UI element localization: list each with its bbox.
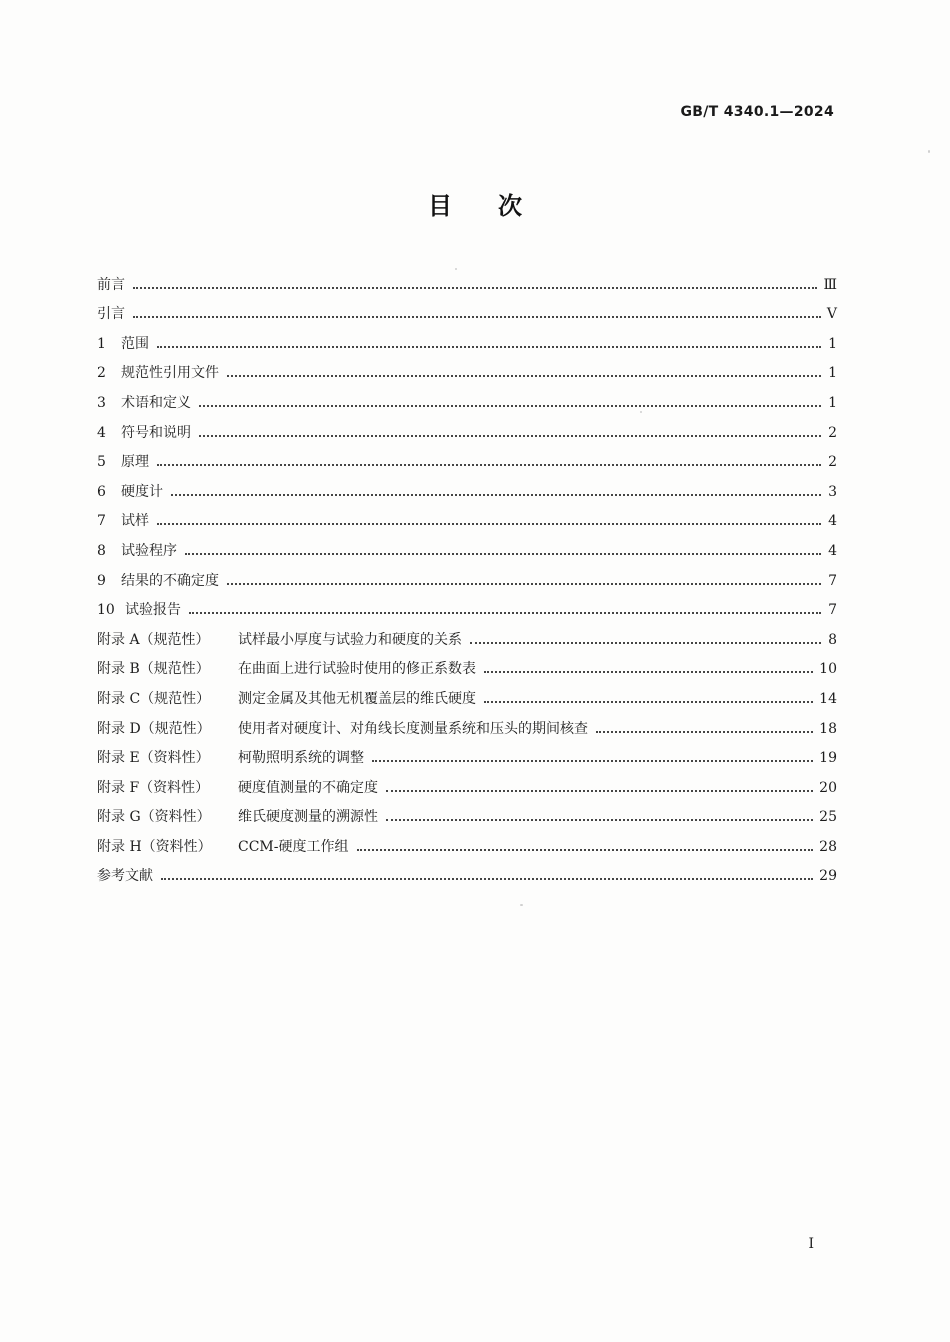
toc-entry[interactable] bbox=[97, 382, 837, 412]
toc-entry-number: 5 bbox=[97, 454, 106, 471]
toc-entry[interactable] bbox=[97, 501, 837, 531]
toc-entry-page: 28 bbox=[819, 838, 837, 855]
toc-entry-page: 2 bbox=[828, 454, 837, 471]
toc-entry-page: 20 bbox=[819, 779, 837, 796]
standard-code: GB/T 4340.1—2024 bbox=[680, 104, 834, 120]
toc-entry[interactable] bbox=[97, 530, 837, 560]
toc-entry-page: 19 bbox=[819, 750, 837, 767]
toc-entry-title: 测定金属及其他无机覆盖层的维氏硬度 bbox=[238, 690, 476, 707]
toc-entry-title: 规范性引用文件 bbox=[121, 365, 219, 382]
toc-entry-page: 7 bbox=[828, 602, 837, 619]
toc-entry-label bbox=[97, 305, 125, 323]
toc-entry[interactable] bbox=[97, 738, 837, 768]
toc-entry-label bbox=[97, 483, 163, 501]
toc-entry[interactable] bbox=[97, 767, 837, 797]
toc-entry-title: 硬度计 bbox=[121, 483, 163, 500]
toc-entry-title: 在曲面上进行试验时使用的修正系数表 bbox=[238, 661, 476, 678]
toc-entry-number: 1 bbox=[97, 335, 106, 352]
toc-entry-page: Ⅴ bbox=[826, 306, 837, 323]
toc-entry-label bbox=[97, 690, 476, 708]
toc-entry-number: 10 bbox=[97, 602, 115, 619]
toc-entry-annex-prefix: 附录 C（规范性） bbox=[97, 690, 211, 707]
toc-entry-label bbox=[97, 335, 149, 353]
toc-entry-title: 范围 bbox=[121, 335, 149, 352]
toc-entry-annex-prefix: 附录 F（资料性） bbox=[97, 779, 210, 796]
toc-entry-page: 4 bbox=[828, 513, 837, 530]
toc-entry-page: 1 bbox=[828, 335, 837, 352]
toc-entry-title: 前言 bbox=[97, 276, 125, 293]
toc-leader-dots bbox=[484, 671, 813, 673]
toc-entry-title: 试样最小厚度与试验力和硬度的关系 bbox=[238, 631, 462, 648]
toc-entry-label bbox=[97, 838, 349, 856]
toc-list bbox=[97, 264, 837, 885]
toc-entry[interactable] bbox=[97, 826, 837, 856]
toc-entry-annex-prefix: 附录 A（规范性） bbox=[97, 631, 210, 648]
toc-entry-title: 硬度值测量的不确定度 bbox=[238, 779, 378, 796]
toc-entry[interactable] bbox=[97, 590, 837, 620]
toc-title-left: 目 bbox=[428, 192, 452, 220]
toc-entry-number: 8 bbox=[97, 542, 106, 559]
toc-leader-dots bbox=[157, 464, 821, 466]
toc-entry-label bbox=[97, 631, 462, 649]
toc-entry[interactable] bbox=[97, 619, 837, 649]
toc-leader-dots bbox=[185, 553, 821, 555]
toc-entry-page: 10 bbox=[819, 661, 837, 678]
toc-entry[interactable] bbox=[97, 353, 837, 383]
toc-entry-page: 1 bbox=[828, 365, 837, 382]
toc-entry-label bbox=[97, 453, 149, 471]
toc-title bbox=[0, 186, 950, 221]
toc-entry-label bbox=[97, 867, 153, 885]
toc-entry-title: 使用者对硬度计、对角线长度测量系统和压头的期间核查 bbox=[238, 720, 588, 737]
toc-leader-dots bbox=[189, 612, 821, 614]
toc-entry-page: 2 bbox=[828, 424, 837, 441]
toc-entry-page: Ⅲ bbox=[823, 276, 837, 293]
scan-speck bbox=[640, 411, 642, 413]
toc-entry-title: 试验报告 bbox=[125, 602, 181, 619]
toc-entry-label bbox=[97, 572, 219, 590]
toc-leader-dots bbox=[227, 583, 821, 585]
toc-entry-number: 3 bbox=[97, 394, 106, 411]
toc-entry-page: 1 bbox=[828, 394, 837, 411]
toc-entry-annex-prefix: 附录 H（资料性） bbox=[97, 838, 212, 855]
toc-entry-label bbox=[97, 424, 191, 442]
toc-entry-page: 25 bbox=[819, 809, 837, 826]
toc-leader-dots bbox=[199, 405, 821, 407]
toc-entry-title: 维氏硬度测量的溯源性 bbox=[238, 809, 378, 826]
toc-leader-dots bbox=[157, 346, 821, 348]
toc-entry-label bbox=[97, 394, 191, 412]
scan-speck bbox=[455, 268, 457, 270]
toc-leader-dots bbox=[199, 435, 821, 437]
toc-entry-number: 4 bbox=[97, 424, 106, 441]
toc-entry-title: 试验程序 bbox=[121, 542, 177, 559]
toc-leader-dots bbox=[161, 878, 813, 880]
toc-entry-annex-prefix: 附录 B（规范性） bbox=[97, 661, 210, 678]
toc-entry-title: 原理 bbox=[121, 454, 149, 471]
toc-entry-number: 9 bbox=[97, 572, 106, 589]
toc-leader-dots bbox=[372, 760, 813, 762]
toc-entry-title: 术语和定义 bbox=[121, 394, 191, 411]
toc-entry[interactable] bbox=[97, 412, 837, 442]
toc-entry-title: 结果的不确定度 bbox=[121, 572, 219, 589]
toc-entry[interactable] bbox=[97, 264, 837, 294]
toc-leader-dots bbox=[484, 701, 813, 703]
toc-leader-dots bbox=[133, 316, 821, 318]
toc-entry[interactable] bbox=[97, 856, 837, 886]
toc-entry-label bbox=[97, 779, 378, 797]
toc-entry-number: 2 bbox=[97, 365, 106, 382]
toc-entry-label bbox=[97, 542, 177, 560]
toc-entry-title: 试样 bbox=[121, 513, 149, 530]
toc-entry-label bbox=[97, 749, 364, 767]
toc-leader-dots bbox=[227, 375, 821, 377]
toc-entry-label bbox=[97, 364, 219, 382]
toc-entry-page: 14 bbox=[819, 690, 837, 707]
toc-entry[interactable] bbox=[97, 797, 837, 827]
toc-entry-annex-prefix: 附录 D（规范性） bbox=[97, 720, 211, 737]
toc-entry-annex-prefix: 附录 G（资料性） bbox=[97, 809, 211, 826]
toc-leader-dots bbox=[357, 849, 814, 851]
toc-entry-page: 7 bbox=[828, 572, 837, 589]
toc-leader-dots bbox=[386, 790, 813, 792]
toc-leader-dots bbox=[386, 819, 813, 821]
toc-entry-page: 18 bbox=[819, 720, 837, 737]
toc-leader-dots bbox=[470, 642, 821, 644]
toc-entry-label bbox=[97, 808, 378, 826]
toc-entry-title: CCM-硬度工作组 bbox=[238, 838, 349, 855]
toc-entry[interactable] bbox=[97, 442, 837, 472]
toc-entry-annex-prefix: 附录 E（资料性） bbox=[97, 750, 210, 767]
toc-entry[interactable] bbox=[97, 294, 837, 324]
toc-entry[interactable] bbox=[97, 323, 837, 353]
toc-entry-label bbox=[97, 660, 476, 678]
toc-entry-page: 4 bbox=[828, 542, 837, 559]
toc-entry-number: 6 bbox=[97, 483, 106, 500]
toc-entry-page: 3 bbox=[828, 483, 837, 500]
toc-entry-label bbox=[97, 276, 125, 294]
toc-entry-title: 引言 bbox=[97, 306, 125, 323]
toc-leader-dots bbox=[133, 287, 817, 289]
toc-leader-dots bbox=[157, 523, 821, 525]
toc-entry-label bbox=[97, 512, 149, 530]
toc-entry-page: 8 bbox=[828, 631, 837, 648]
page-folio: Ⅰ bbox=[808, 1236, 814, 1252]
toc-entry[interactable] bbox=[97, 678, 837, 708]
scan-speck bbox=[928, 150, 930, 153]
toc-entry-title: 参考文献 bbox=[97, 868, 153, 885]
toc-entry-title: 柯勒照明系统的调整 bbox=[238, 750, 364, 767]
toc-leader-dots bbox=[171, 494, 821, 496]
toc-entry[interactable] bbox=[97, 560, 837, 590]
toc-entry-label bbox=[97, 720, 588, 738]
toc-title-right: 次 bbox=[498, 192, 522, 220]
toc-entry-label bbox=[97, 601, 181, 619]
toc-entry-number: 7 bbox=[97, 513, 106, 530]
toc-entry[interactable] bbox=[97, 471, 837, 501]
toc-entry-title: 符号和说明 bbox=[121, 424, 191, 441]
toc-entry[interactable] bbox=[97, 708, 837, 738]
toc-leader-dots bbox=[596, 731, 813, 733]
scan-speck bbox=[520, 904, 523, 906]
toc-entry[interactable] bbox=[97, 649, 837, 679]
toc-entry-page: 29 bbox=[819, 868, 837, 885]
